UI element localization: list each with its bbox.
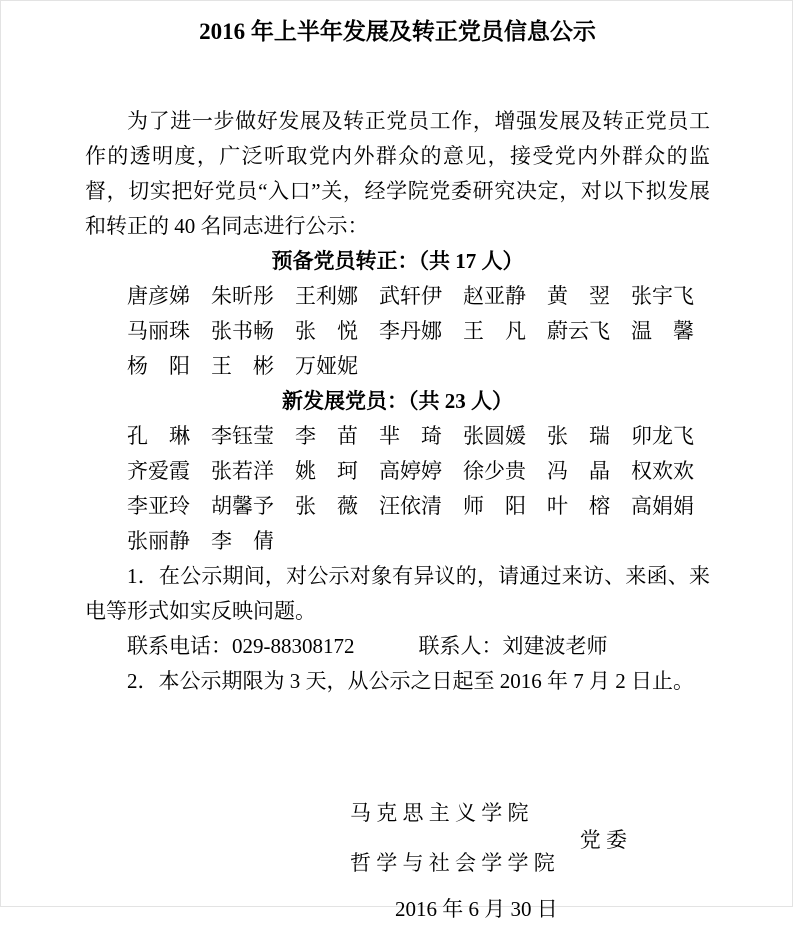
name-list-line: 齐爱霞 张若洋 姚 珂 高婷婷 徐少贵 冯 晶 权欢欢 [127, 459, 694, 483]
name-list-line: 孔 琳 李钰莹 李 苗 芈 琦 张圆媛 张 瑞 卯龙飞 [127, 424, 694, 448]
name-list-line: 张丽静 李 倩 [127, 529, 274, 553]
signature-org-line2: 哲 学 与 社 会 学 学 院 [350, 851, 555, 875]
intro-paragraph: 为了进一步做好发展及转正党员工作，增强发展及转正党员工作的透明度，广泛听取党内外群众的意见，接受党内外群众的监督，切实把好党员“入口”关，经学院党委研究决定，对以下拟发展和转正的 40 名同志进行公示： [85, 109, 710, 238]
signature-block [350, 796, 710, 881]
contact-line [85, 629, 710, 664]
page-title: 2016 年上半年发展及转正党员信息公示 [199, 19, 596, 44]
name-list-line: 杨 阳 王 彬 万娅妮 [127, 354, 358, 378]
section-heading-new-members: 新发展党员：（共 23 人） [282, 389, 513, 413]
name-list-line: 马丽珠 张书畅 张 悦 李丹娜 王 凡 蔚云飞 温 馨 [127, 319, 694, 343]
signature-suffix: 党 委 [579, 827, 627, 852]
contact-person: 联系人：刘建波老师 [418, 634, 608, 658]
note-objection-paragraph: 1．在公示期间，对公示对象有异议的，请通过来访、来函、来电等形式如实反映问题。 [85, 564, 710, 623]
signature-org-line1: 马 克 思 主 义 学 院 [350, 801, 529, 825]
signature-org-lines [350, 796, 555, 881]
contact-phone: 联系电话：029-88308172 [127, 634, 355, 658]
name-list-line: 唐彦娣 朱昕彤 王利娜 武轩伊 赵亚静 黄 翌 张宇飞 [127, 284, 694, 308]
note-duration-paragraph: 2．本公示期限为 3 天，从公示之日起至 2016 年 7 月 2 日止。 [127, 669, 694, 693]
signature-date: 2016 年 6 月 30 日 [395, 897, 558, 921]
section-heading-probationary: 预备党员转正：（共 17 人） [271, 249, 524, 273]
name-list-line: 李亚玲 胡馨予 张 薇 汪依清 师 阳 叶 榕 高娟娟 [127, 494, 694, 518]
